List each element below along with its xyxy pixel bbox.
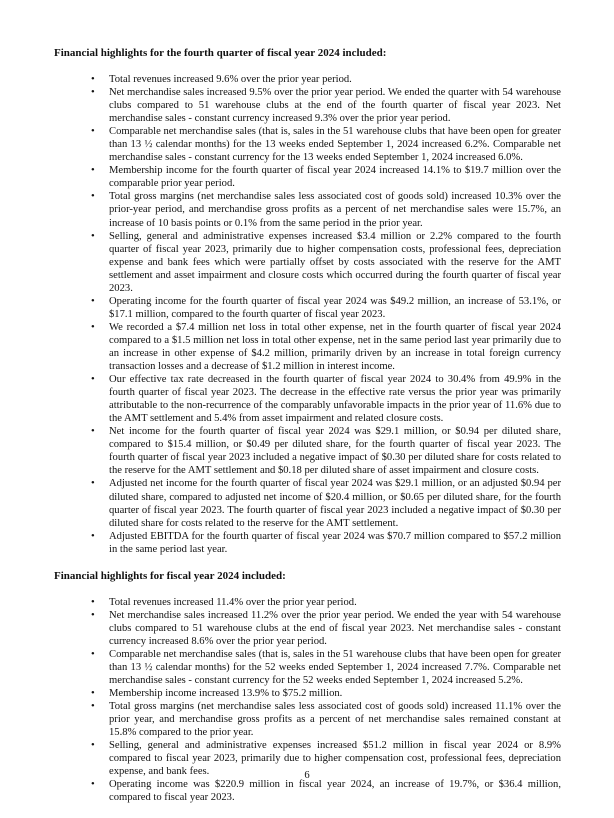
list-item-text: Total revenues increased 11.4% over the prior year period. [109,596,357,608]
bullet-icon: • [91,321,95,333]
bullet-icon: • [91,230,95,242]
list-item [54,164,561,190]
bullet-icon: • [91,478,95,490]
bullet-icon: • [91,609,95,621]
list-item-text: Our effective tax rate decreased in the fourth quarter of fiscal year 2024 to 30.4% from 49.9% in the fourth quarter of fiscal year 2023. The decrease in the effective rate versus the prior year was primarily attributable to the non-recurrence of the comparably unfavorable impacts in the prior year of 11.6% due to the AMT settlement and 5.4% from asset impairment and related closure costs. [109,374,561,425]
list-item [54,125,561,164]
list-item [54,530,561,556]
list-item [54,596,561,609]
bullet-icon: • [91,374,95,386]
bullet-icon: • [91,701,95,713]
bullet-icon: • [91,74,95,85]
list-item-text: Total gross margins (net merchandise sales less associated cost of goods sold) increased 10.3% over the prior-year period, and merchandise gross profits as a percent of net merchandise sales were 15.7%, an increase of 10 basis points or 0.1% from the same period in the prior year. [109,191,561,229]
bullet-icon: • [91,295,95,307]
list-item-text: Net merchandise sales increased 9.5% over the prior year period. We ended the quarter with 54 warehouse clubs compared to 51 warehouse clubs at the end of the fourth quarter of fiscal year 2023. Net merchandise sales - constant currency increased 9.3% over the prior year period. [109,87,561,125]
list-item [54,687,561,700]
list-item [54,190,561,229]
list-item-text: Net merchandise sales increased 11.2% over the prior year period. We ended the year with 54 warehouse clubs compared to 51 warehouse clubs at the end of fiscal year 2023. Net merchandise sales - constant currency increased 8.6% over the prior year period. [109,609,561,647]
section-heading: Financial highlights for the fourth quarter of fiscal year 2024 included: [54,47,387,59]
list-item [54,373,561,425]
list-item-text: Total gross margins (net merchandise sales less associated cost of goods sold) increased 11.1% over the prior year, and merchandise gross profits as a percent of net merchandise sales remained constant at 15.8% compared to the prior year. [109,701,561,739]
list-item [54,321,561,373]
bullet-icon: • [91,426,95,438]
list-item [54,73,561,86]
list-item [54,778,561,804]
list-item-text: Operating income for the fourth quarter of fiscal year 2024 was $49.2 million, an increase of 53.1%, or $17.1 million, compared to the fourth quarter of fiscal year 2023. [109,295,561,320]
list-item-text: Selling, general and administrative expenses increased $51.2 million in fiscal year 2024 or 8.9% compared to fiscal year 2023, primarily due to higher compensation cost, professional fees, depreciation expense, and bank fees. [109,740,561,778]
list-item [54,295,561,321]
list-item-text: Adjusted net income for the fourth quarter of fiscal year 2024 was $29.1 million, or an adjusted $0.94 per diluted share, compared to adjusted net income of $20.4 million, or $0.65 per diluted share, for the fourth quarter of fiscal year 2023. The fourth quarter of fiscal year 2023 included a negative impact of $0.30 per diluted share for costs related to the reserve for the AMT settlement. [109,478,561,529]
list-item-text: Comparable net merchandise sales (that is, sales in the 51 warehouse clubs that have been open for greater than 13 ½ calendar months) for the 13 weeks ended September 1, 2024 increased 6.2%. Comparable net merchandise sales - constant currency for the 13 weeks ended September 1, 2024 increased 6.0%. [109,126,561,164]
list-item-text: We recorded a $7.4 million net loss in total other expense, net in the fourth quarter of fiscal year 2024 compared to a $1.5 million net loss in total other expense, net in the same period last year primarily due to an increase in other expense of $4.2 million, primarily driven by an increase in total foreign currency transaction losses and a decrease of $1.2 million in interest income. [109,321,561,373]
section-heading: Financial highlights for fiscal year 2024 included: [54,569,286,582]
bullet-icon: • [91,87,95,99]
list-item [54,700,561,739]
list-item [54,425,561,477]
list-item-text: Operating income was $220.9 million in fiscal year 2024, an increase of 19.7%, or $36.4 million, compared to fiscal year 2023. [109,779,561,804]
list-item-text: Adjusted EBITDA for the fourth quarter of fiscal year 2024 was $70.7 million compared to $57.2 million in the same period last year. [109,530,561,555]
bullet-icon: • [91,688,95,700]
bullet-icon: • [91,596,95,608]
bullet-icon: • [91,165,95,177]
list-item-text: Total revenues increased 9.6% over the prior year period. [109,74,352,85]
page-number: 6 [304,770,310,781]
list-item-text: Membership income for the fourth quarter of fiscal year 2024 increased 14.1% to $19.7 million over the comparable prior year period. [109,165,561,190]
bullet-list [54,73,561,556]
bullet-icon: • [91,126,95,138]
list-item-text: Membership income increased 13.9% to $75.2 million. [109,688,343,700]
bullet-icon: • [91,740,95,752]
bullet-icon: • [91,530,95,542]
list-item [54,86,561,125]
list-item-text: Comparable net merchandise sales (that is, sales in the 51 warehouse clubs that have been open for greater than 13 ½ calendar months) for the 52 weeks ended September 1, 2024 increased 7.7%. Comparable net merchandise sales - constant currency for the 52 weeks ended September 1, 2024 increased 5.2%. [109,648,561,687]
list-item [54,609,561,648]
list-item [54,477,561,529]
bullet-icon: • [91,191,95,203]
list-item-text: Selling, general and administrative expenses increased $3.4 million or 2.2% compared to the fourth quarter of fiscal year 2023, primarily due to higher compensation costs, professional fees, depreciation expense and bank fees which were partially offset by costs associated with the reserve for the AMT settlement and asset impairment and closure costs which occurred during the fourth quarter of fiscal year 2023. [109,230,561,294]
list-item-text: Net income for the fourth quarter of fiscal year 2024 was $29.1 million, or $0.94 per diluted share, compared to $15.4 million, or $0.49 per diluted share, for the fourth quarter of fiscal year 2023. The fourth quarter of fiscal year 2023 included a negative impact of $0.30 per diluted share for costs related to the reserve for the AMT settlement and $0.18 per diluted share of asset impairment and closure costs. [109,426,561,477]
list-item [54,230,561,295]
bullet-icon: • [91,648,95,660]
list-item [54,648,561,687]
bullet-icon: • [91,779,95,791]
section-q4-highlights [54,47,561,556]
document-page [54,47,561,818]
